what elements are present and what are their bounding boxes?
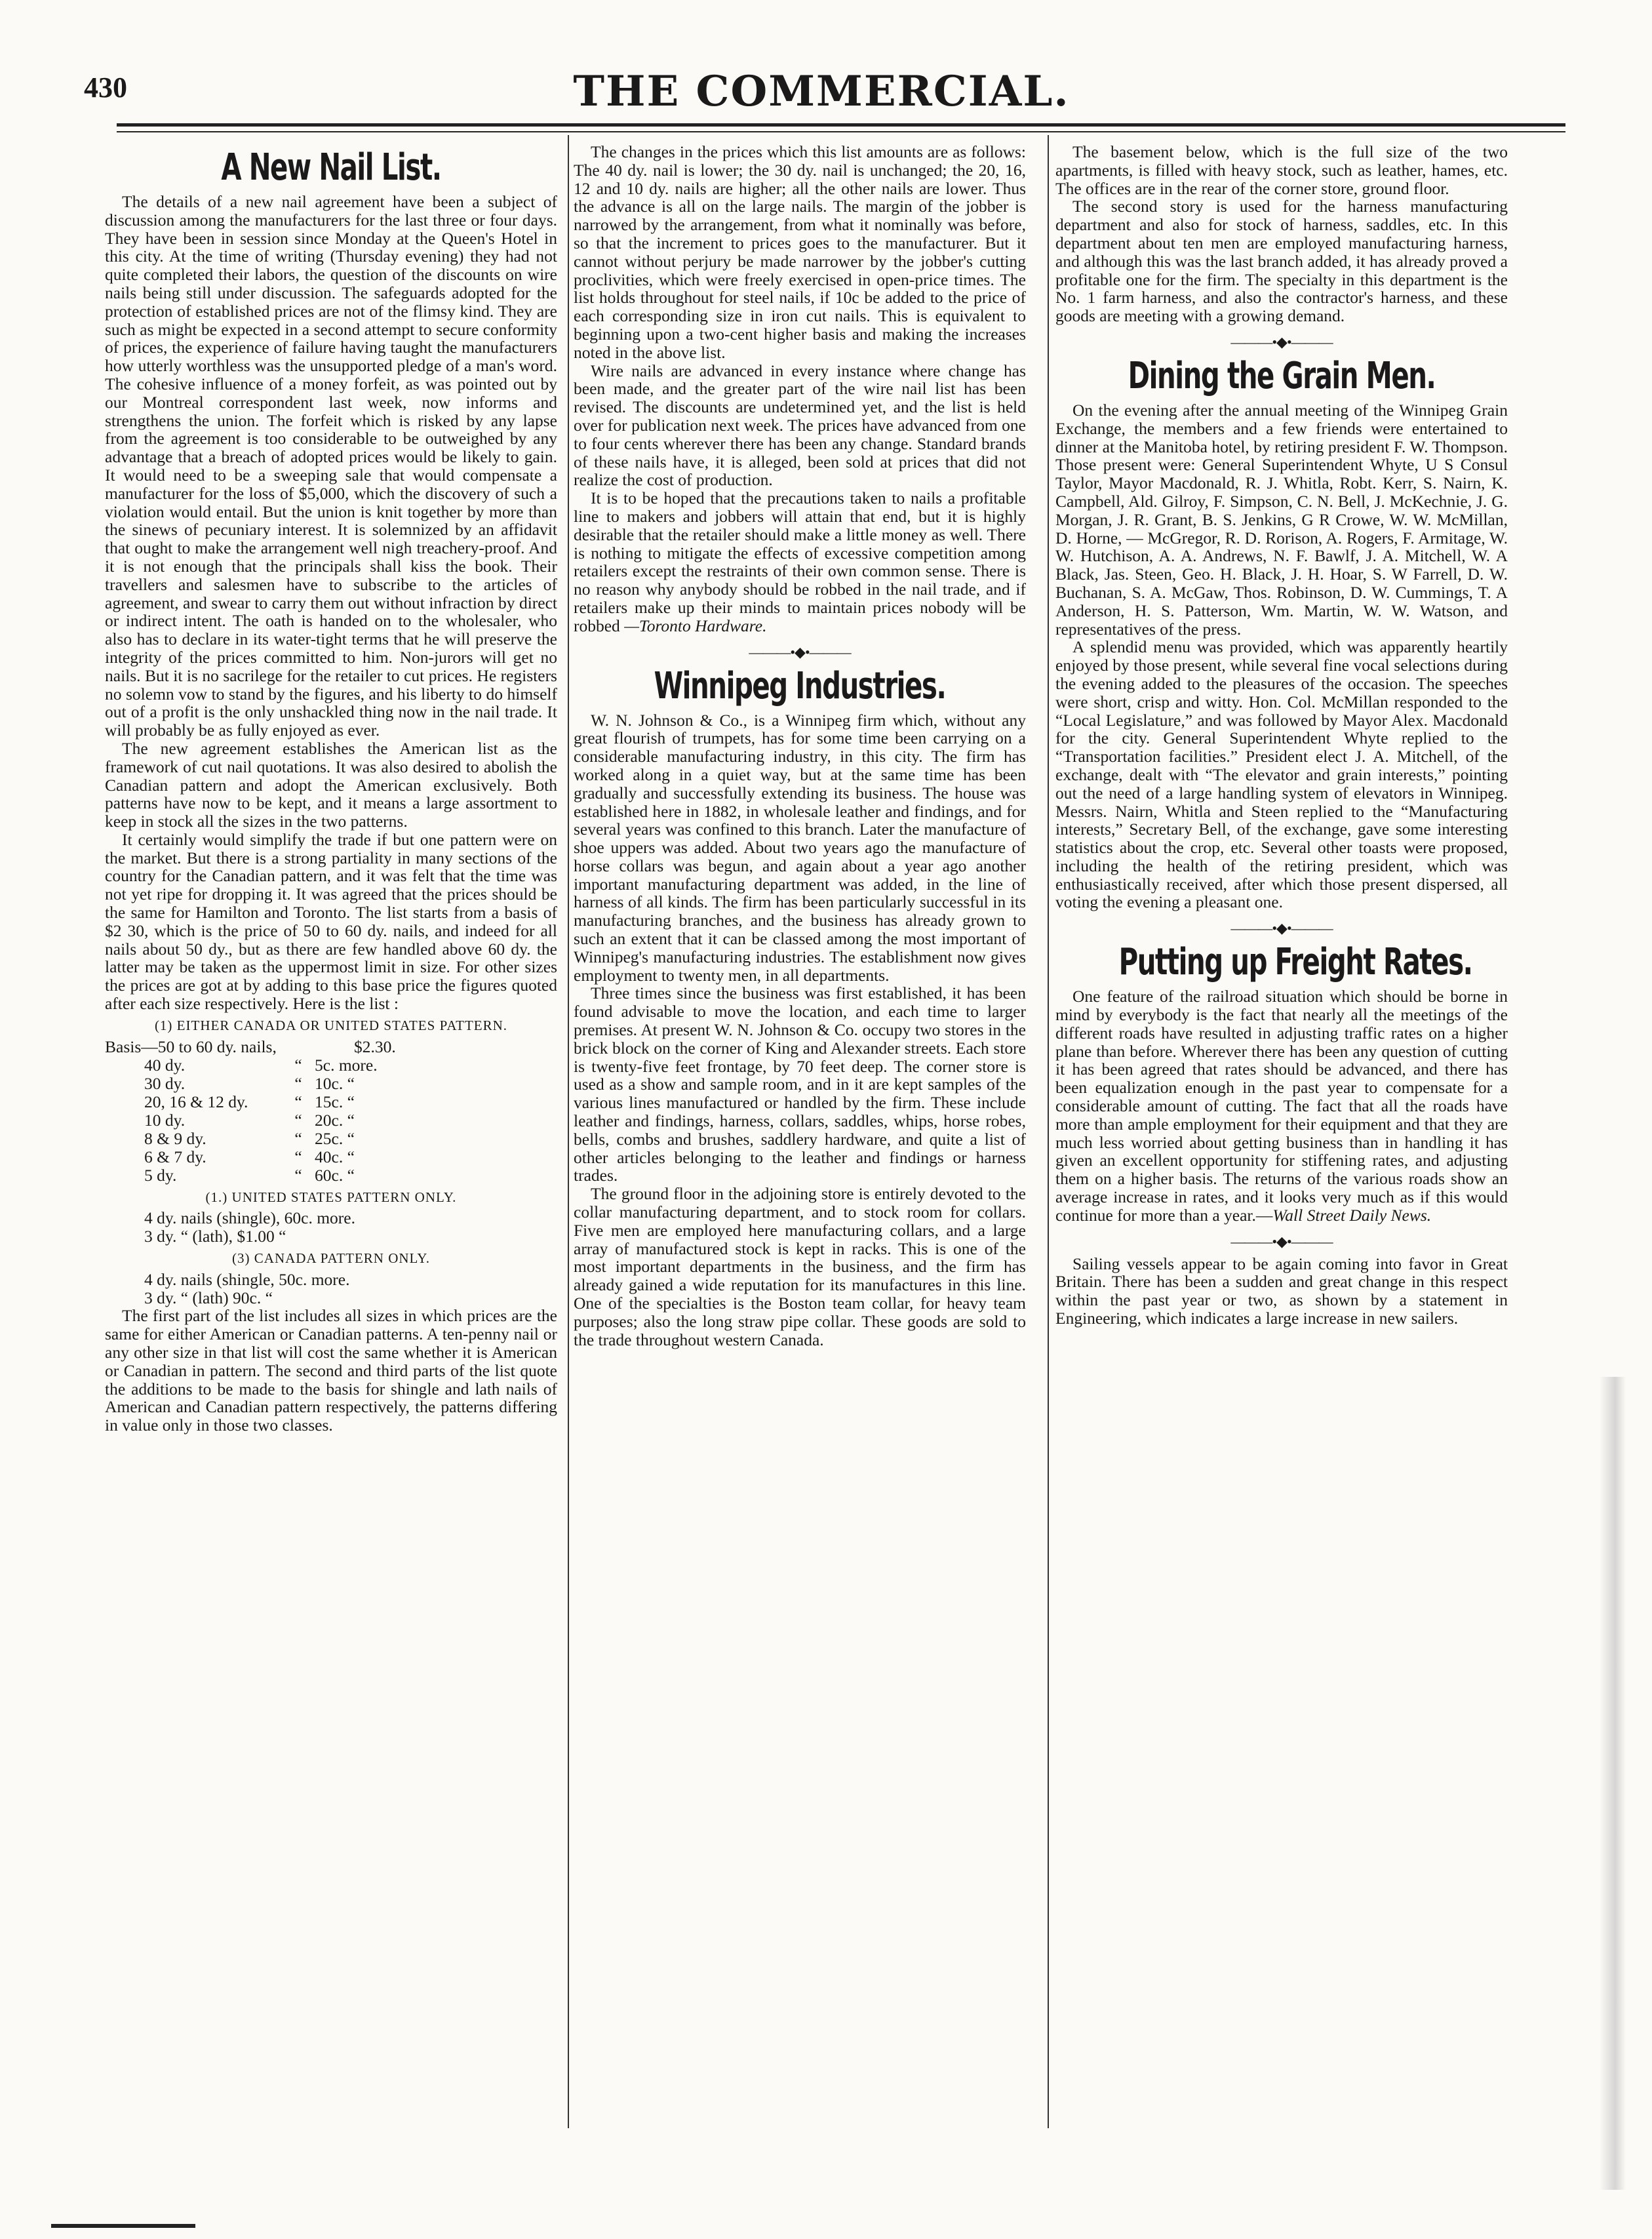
article-paragraph-text: It is to be hoped that the precautions taken to nails a profitable line to makers and jobbers will attain that end, but it is highly desirable that the retailer should make a little money as well. There is nothing to mitigate the effects of excessive competition among retailers except the restraints of their own common sense. There is no reason why anybody should be robbed in the nail trade, and if retailers make up their minds to maintain prices nobody will be robbed bbox=[574, 488, 1026, 635]
price-line: 4 dy. nails (shingle, 50c. more. bbox=[144, 1269, 350, 1289]
section-divider: ———•◆•——— bbox=[1230, 1233, 1333, 1250]
article-paragraph-text: One feature of the railroad situation which should be borne in mind by everybody is the fact that nearly all the meetings of the different roads have resulted in adjusting traffic rates on a higher plane than before. Wherever there has been any question of cutting it has been agreed that rates should be advanced, and there has been equalization enough in the past year to compensate for a considerable amount of cutting. The fact that all the roads have more than ample employment for their equipment and that they are much less worried about getting business than in handling it has given an excellent opportunity for stiffening rates, and adjusting them on a higher basis. The returns of the various roads show an average increase in rates, and it looks very much as if this would continue for more than a year.— bbox=[1055, 987, 1508, 1225]
masthead-rule bbox=[117, 123, 1565, 127]
journal-title: THE COMMERCIAL. bbox=[573, 67, 1070, 116]
price-list-heading-2: (1.) UNITED STATES PATTERN ONLY. bbox=[205, 1189, 457, 1205]
ditto-mark: “ bbox=[294, 1147, 302, 1166]
column-3 bbox=[1055, 143, 1508, 2143]
price-row bbox=[105, 1111, 557, 1130]
headline-nail-list: A New Nail List. bbox=[221, 146, 441, 189]
price-line: 3 dy. “ (lath) 90c. “ bbox=[144, 1288, 273, 1307]
article-paragraph: Three times since the business was first established, it has been found advisable to move the location, and each time to larger premises. At present W. N. Johnson & Co. occupy two stores in the brick block on the corner of King and Alexander streets. Each store is twenty-five feet frontage, by 70 feet deep. The corner store is used as a show and sample room, and in it are kept samples of the various lines manufactured or handled by the firm. These include leather and findings, harness, collars, saddles, whips, horse robes, bells, combs and brushes, saddlery hardware, and quite a list of other articles belonging to the leather and findings or harness trades. bbox=[574, 983, 1026, 1185]
page-number: 430 bbox=[84, 71, 127, 104]
column-rule-2 bbox=[1048, 135, 1049, 2128]
basis-value: $2.30. bbox=[354, 1037, 396, 1056]
price-row bbox=[105, 1130, 557, 1148]
price-value: 10c. “ bbox=[315, 1073, 355, 1093]
price-line: 3 dy. “ (lath), $1.00 “ bbox=[144, 1227, 286, 1246]
price-value: 15c. “ bbox=[315, 1092, 355, 1111]
price-row bbox=[105, 1148, 557, 1166]
column-rule-1 bbox=[568, 135, 569, 2128]
price-value: 20c. “ bbox=[315, 1110, 355, 1130]
article-paragraph: The first part of the list includes all sizes in which prices are the same for either American or Canadian patterns. A ten-penny nail or any other size in that list will cost the same whether it is American or Canadian in pattern. The second and third parts of the list quote the additions to be made to the basis for shingle and lath nails of American and Canadian pattern respectively, the patterns differing in value only in those two classes. bbox=[105, 1306, 557, 1435]
article-paragraph: The ground floor in the adjoining store is entirely devoted to the collar manufacturing department, and to stock room for collars. Five men are employed here manufacturing collars, and a large array of manufactured stock is kept in racks. This is one of the most important departments in the business, and the firm has already gained a wide reputation for its manufactures in this line. One of the specialties is the Boston team collar, for heavy team purposes; also the long straw pipe collar. These goods are sold to the trade throughout western Canada. bbox=[574, 1184, 1026, 1349]
price-size: 10 dy. bbox=[144, 1110, 186, 1130]
page-edge-shadow bbox=[1600, 1377, 1626, 2190]
ditto-mark: “ bbox=[294, 1128, 302, 1148]
price-list-heading-3: (3) CANADA PATTERN ONLY. bbox=[232, 1250, 430, 1267]
masthead bbox=[77, 66, 1565, 118]
price-value: 60c. “ bbox=[315, 1165, 355, 1185]
ditto-mark: “ bbox=[294, 1165, 302, 1185]
column-1 bbox=[105, 143, 557, 2143]
basis-label: Basis—50 to 60 dy. nails, bbox=[105, 1037, 277, 1056]
price-row bbox=[105, 1093, 557, 1111]
article-paragraph: Sailing vessels appear to be again coming into favor in Great Britain. There has been a sudden and great change in this respect within the past year or two, as shown by a statement in Engineering, which indicates a large increase in new sailers. bbox=[1055, 1254, 1508, 1328]
price-row bbox=[105, 1166, 557, 1185]
price-size: 30 dy. bbox=[144, 1073, 186, 1093]
section-divider: ———•◆•——— bbox=[1230, 920, 1333, 937]
price-basis-line bbox=[105, 1038, 557, 1056]
price-size: 20, 16 & 12 dy. bbox=[144, 1092, 248, 1111]
ditto-mark: “ bbox=[294, 1110, 302, 1130]
price-value: 25c. “ bbox=[315, 1128, 355, 1148]
price-size: 5 dy. bbox=[144, 1165, 177, 1185]
article-paragraph: The second story is used for the harness manufacturing department and also for stock of harness, saddles, etc. In this department about ten men are employed manufacturing harness, and although this was the last branch added, it has already proved a profitable one for the firm. The specialty in this department is the No. 1 farm harness, and also the contractor's harness, and these goods are meeting with a growing demand. bbox=[1055, 197, 1508, 326]
article-source: Wall Street Daily News. bbox=[1272, 1205, 1432, 1225]
article-paragraph: It certainly would simplify the trade if but one pattern were on the market. But there is a strong partiality in many sections of the country for the Canadian pattern, and it was felt that the time was not yet ripe for dropping it. It was agreed that the prices should be the same for Hamilton and Toronto. The list starts from a basis of $2 30, which is the price of 50 to 60 dy. nails, and indeed for all nails about 50 dy., but as there are few handled above 60 dy. the latter may be taken as the uppermost limit in size. For other sizes the prices are got at by adding to this base price the figures quoted after each size respectively. Here is the list : bbox=[105, 829, 557, 1014]
headline-dining-grain-men: Dining the Grain Men. bbox=[1128, 354, 1436, 397]
masthead-rule-thin bbox=[117, 131, 1565, 132]
column-2 bbox=[574, 143, 1026, 2143]
price-row bbox=[105, 1056, 557, 1075]
price-size: 40 dy. bbox=[144, 1055, 186, 1075]
price-row bbox=[105, 1075, 557, 1093]
article-paragraph: The changes in the prices which this list amounts are as follows: The 40 dy. nail is lower; the 30 dy. nail is unchanged; the 20, 16, 12 and 10 dy. nails are higher; all the other nails are lower. Thus the advance is all on the large nails. The margin of the jobber is narrowed by the arrangement, from what it nominally was before, so that the increment to prices goes to the manufacturer. But it cannot without perjury be made narrower by the jobber's cutting proclivities, which were freely exercised in open-price times. The list holds throughout for steel nails, if 10c be added to the price of each corresponding size in iron cut nails. This is equivalent to beginning upon a two-cent higher basis and making the increases noted in the above list. bbox=[574, 143, 1026, 362]
article-paragraph: The details of a new nail agreement have been a subject of discussion among the manufacturers for the last three or four days. They have been in session since Monday at the Queen's Hotel in this city. At the time of writing (Thursday evening) they had not quite completed their labors, the question of the discounts on wire nails being still under discussion. The safeguards adopted for the protection of established prices are not of the flimsy kind. They are such as might be expected in a second attempt to secure conformity of prices, the experience of failure having taught the manufacturers how utterly worthless was the unsupported pledge of a man's word. The cohesive influence of a money forfeit, as was pointed out by our Montreal correspondent last week, now informs and strengthens the union. The forfeit which is risked by any lapse from the agreement is too considerable to be outweighed by any advantage that a breach of adopted prices would be likely to gain. It would need to be a sweeping sale that would compensate a manufacturer for the loss of $5,000, which the discovery of such a violation would entail. But the union is knit together by more than the sinews of pecuniary interest. It is solemnized by an affidavit that ought to make the arrangement well nigh treachery-proof. And it is not enough that the principals shall kiss the book. Their travellers and salesmen have to subscribe to the articles of agreement, and swear to carry them out without infraction by direct or indirect intent. The oath is handed on to the wholesaler, who also has to declare in its water-tight terms that he will preserve the integrity of the prices committed to him. Non-jurors will get no nails. But it is no sacrilege for the retailer to cut prices. He registers no solemn vow to stand by the figures, and his liberty to do himself out of a profit is the only unshackled thing now in the nail trade. It will probably be as fully enjoyed as ever. bbox=[105, 192, 557, 740]
price-value: 40c. “ bbox=[315, 1147, 355, 1166]
article-source: —Toronto Hardware. bbox=[624, 616, 767, 635]
article-paragraph: Wire nails are advanced in every instance where change has been made, and the greater part of the wire nail list has been revised. The discounts are undetermined yet, and the list is held over for publication next week. The prices have advanced from one to four cents wherever there has been any change. Standard brands of these nails have, it is alleged, been sold at prices that did not realize the cost of production. bbox=[574, 361, 1026, 490]
ditto-mark: “ bbox=[294, 1092, 302, 1111]
price-line: 4 dy. nails (shingle), 60c. more. bbox=[144, 1208, 355, 1228]
article-paragraph: A splendid menu was provided, which was apparently heartily enjoyed by those present, while several fine vocal selections during the evening added to the pleasures of the occasion. The speeches were short, crisp and witty. Hon. Col. McMillan responded to the “Local Legislature,” and was followed by Mayor Alex. Macdonald for the city. General Superintendent Whyte replied to the “Transportation facilities.” President elect J. A. Mitchell, of the exchange, dealt with “The elevator and grain interests,” pointing out the need of a large handling system of elevators in Winnipeg. Messrs. Nairn, Whitla and Steen replied to the “Manufacturing interests,” Secretary Bell, of the exchange, gave some interesting statistics about the crop, etc. Several other toasts were proposed, including the health of the retiring president, which was enthusiastically received, after which those present dispersed, all voting the evening a pleasant one. bbox=[1055, 637, 1508, 912]
article-paragraph: On the evening after the annual meeting of the Winnipeg Grain Exchange, the members and a few friends were entertained to dinner at the Manitoba hotel, by retiring president F. W. Thompson. Those present were: General Superintendent Whyte, U S Consul Taylor, Mayor Macdonald, R. J. Whitla, Robt. Kerr, S. Nairn, K. Campbell, Ald. Gilroy, F. Simpson, C. N. Bell, J. McKechnie, J. G. Morgan, J. R. Grant, B. S. Jenkins, G R Crowe, W. W. McMillan, D. Horne, — McGregor, R. D. Rorison, A. Rogers, F. Armitage, W. W. Hutchison, A. A. Andrews, N. F. Bawlf, J. A. Mitchell, W. A Black, Jas. Steen, Geo. H. Black, J. H. Hoar, S. W Farrell, D. W. Buchanan, S. A. McGaw, Thos. Robinson, D. W. Cummings, T. A Anderson, H. S. Patterson, Wm. Martin, W. W. Watson, and representatives of the press. bbox=[1055, 400, 1508, 639]
price-size: 6 & 7 dy. bbox=[144, 1147, 206, 1166]
price-size: 8 & 9 dy. bbox=[144, 1128, 206, 1148]
article-paragraph: W. N. Johnson & Co., is a Winnipeg firm which, without any great flourish of trumpets, has for some time been carrying on a considerable manufacturing industry, in this city. The firm has worked along in a quiet way, but at the same time has been gradually and successfully extending its business. The house was established here in 1882, in wholesale leather and findings, and for several years was confined to this branch. Later the manufacture of shoe uppers was added. About two years ago the manufacture of horse collars was begun, and again about a year ago another important manufacturing department was added, in the line of harness of all kinds. The firm has been particularly successful in its manufacturing branches, and the business has already grown to such an extent that it can be classed among the most important of Winnipeg's manufacturing industries. The establishment now gives employment to twenty men, in all departments. bbox=[574, 710, 1026, 985]
ditto-mark: “ bbox=[294, 1055, 302, 1075]
price-value: 5c. more. bbox=[315, 1055, 378, 1075]
bottom-rule bbox=[51, 2224, 195, 2228]
headline-freight-rates: Putting up Freight Rates. bbox=[1118, 941, 1472, 984]
price-list-heading-1: (1) EITHER CANADA OR UNITED STATES PATTERN. bbox=[154, 1017, 508, 1033]
article-paragraph bbox=[1055, 987, 1508, 1224]
article-paragraph: The basement below, which is the full size of the two apartments, is filled with heavy stock, such as leather, hames, etc. The offices are in the rear of the corner store, ground floor. bbox=[1055, 143, 1508, 198]
headline-winnipeg-industries: Winnipeg Industries. bbox=[654, 664, 946, 707]
article-paragraph bbox=[574, 489, 1026, 635]
section-divider: ———•◆•——— bbox=[749, 643, 851, 660]
section-divider: ———•◆•——— bbox=[1230, 333, 1333, 350]
ditto-mark: “ bbox=[294, 1073, 302, 1093]
article-paragraph: The new agreement establishes the American list as the framework of cut nail quotations. It was also desired to abolish the Canadian pattern and adopt the American exclusively. Both patterns have now to be kept, and it means a large assortment to keep in stock all the sizes in the two patterns. bbox=[105, 738, 557, 831]
